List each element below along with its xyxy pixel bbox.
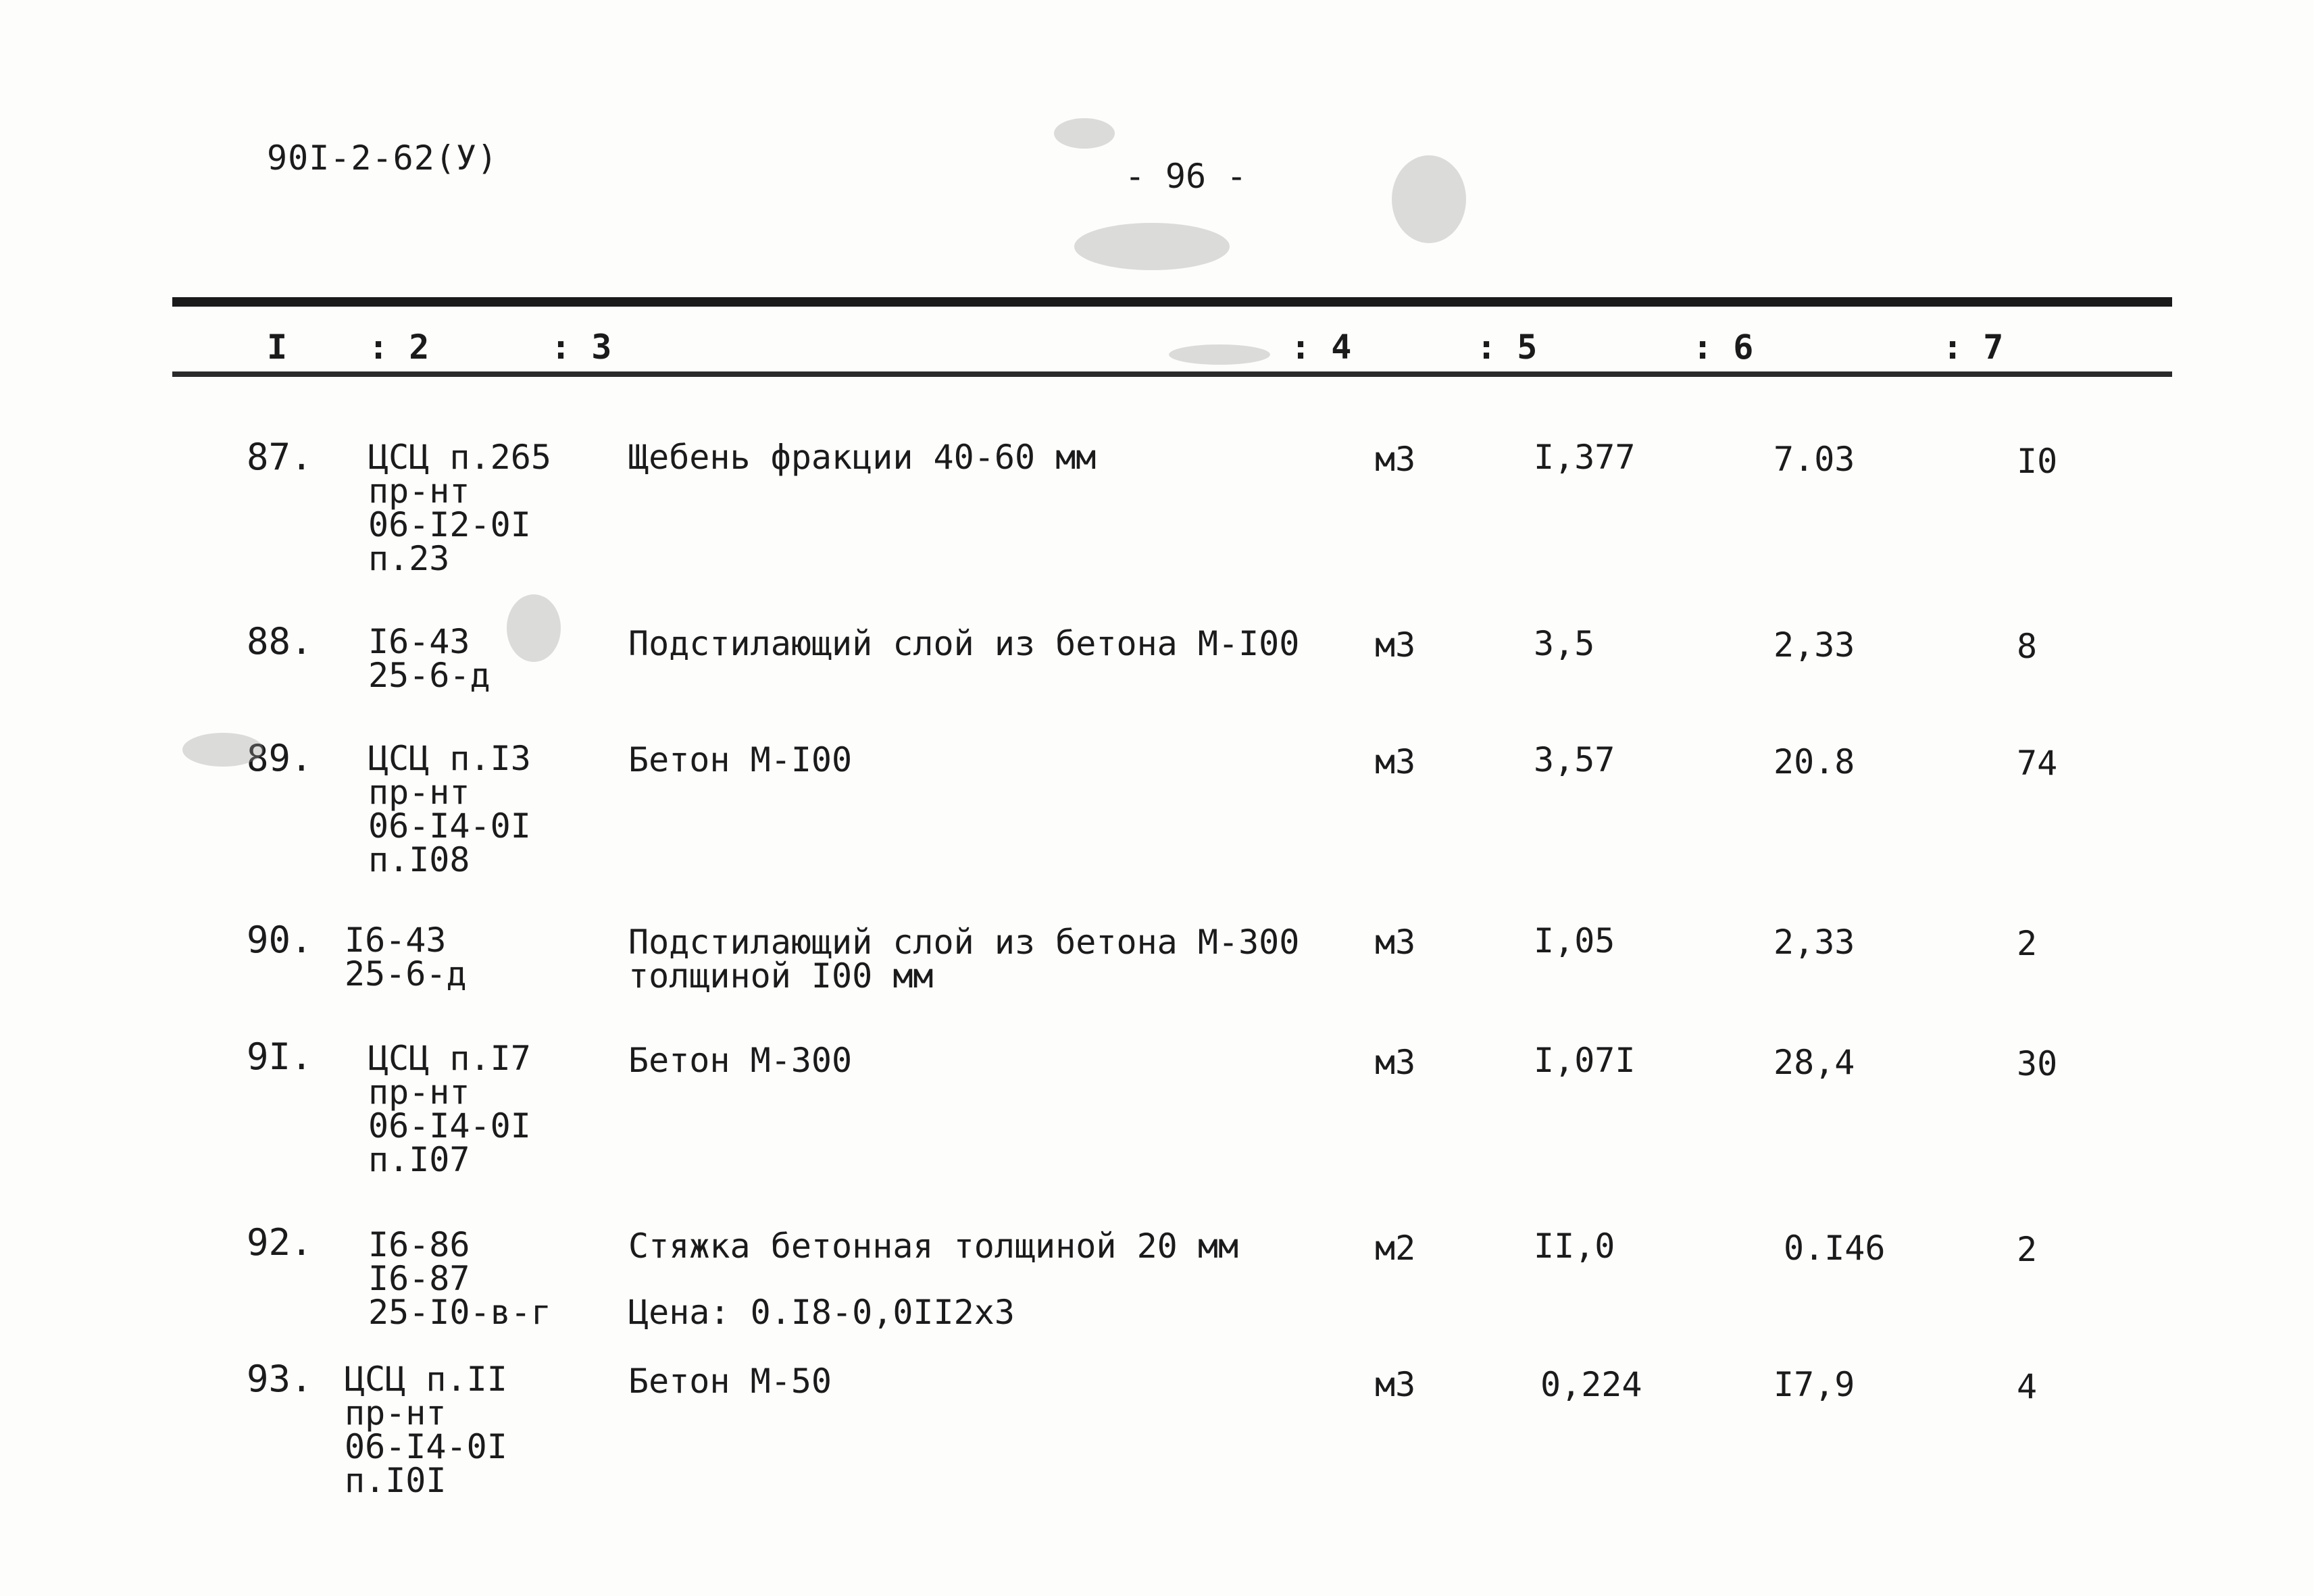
row-price: 7.03 — [1774, 440, 1855, 479]
row-total: I0 — [2017, 442, 2058, 481]
column-header-1: I — [267, 328, 288, 367]
row-code: ЦСЦ п.265 пр-нт 06-I2-0I п.23 — [368, 438, 551, 578]
column-header-4: : 4 — [1290, 328, 1352, 367]
row-quantity: 0,224 — [1540, 1365, 1642, 1404]
column-header-6: : 6 — [1692, 328, 1754, 367]
document-code: 90I-2-62(У) — [267, 138, 499, 178]
row-description: Бетон М-50 — [628, 1362, 832, 1401]
row-number: 9I. — [247, 1035, 313, 1078]
row-code: I6-43 25-6-д — [345, 921, 467, 994]
row-unit: м3 — [1375, 1043, 1416, 1082]
row-number: 87. — [247, 436, 313, 478]
row-price-note: Цена: 0.I8-0,0II2х3 — [628, 1293, 1015, 1332]
row-unit: м3 — [1375, 742, 1416, 781]
row-code: ЦСЦ п.II пр-нт 06-I4-0I п.I0I — [345, 1360, 507, 1500]
row-code: I6-86 I6-87 25-I0-в-г — [368, 1225, 551, 1332]
row-code: ЦСЦ п.I3 пр-нт 06-I4-0I п.I08 — [368, 739, 531, 879]
row-unit: м3 — [1375, 1365, 1416, 1404]
scan-speck — [1169, 344, 1270, 365]
row-unit: м3 — [1375, 440, 1416, 479]
row-price: 28,4 — [1774, 1043, 1855, 1082]
row-description: Стяжка бетонная толщиной 20 мм — [628, 1227, 1239, 1266]
row-total: 30 — [2017, 1044, 2058, 1083]
scan-speck — [182, 733, 263, 767]
row-price: 0.I46 — [1784, 1229, 1886, 1268]
row-code: I6-43 25-6-д — [368, 622, 491, 695]
row-quantity: 3,57 — [1534, 740, 1615, 779]
scan-speck — [507, 594, 561, 662]
row-quantity: 3,5 — [1534, 624, 1595, 663]
row-description: Подстилающий слой из бетона М-300 толщиной I00 мм — [628, 923, 1300, 996]
row-total: 4 — [2017, 1367, 2038, 1406]
row-total: 2 — [2017, 1230, 2038, 1269]
row-quantity: I,07I — [1534, 1041, 1636, 1080]
row-quantity: I,05 — [1534, 921, 1615, 960]
row-total: 8 — [2017, 627, 2038, 666]
column-header-2: : 2 — [368, 328, 430, 367]
scan-speck — [1074, 223, 1230, 270]
scan-speck — [1392, 155, 1466, 243]
header-rule-bottom — [172, 371, 2172, 377]
row-total: 2 — [2017, 924, 2038, 963]
page-number: - 96 - — [1124, 157, 1247, 196]
row-quantity: II,0 — [1534, 1227, 1615, 1266]
row-total: 74 — [2017, 744, 2058, 783]
row-description: Бетон М-I00 — [628, 740, 853, 779]
row-price: I7,9 — [1774, 1365, 1855, 1404]
row-number: 92. — [247, 1221, 313, 1264]
column-header-5: : 5 — [1476, 328, 1538, 367]
row-description: Щебень фракции 40-60 мм — [628, 438, 1097, 477]
scan-speck — [1054, 118, 1115, 149]
row-price: 2,33 — [1774, 625, 1855, 665]
row-quantity: I,377 — [1534, 438, 1636, 477]
row-price: 2,33 — [1774, 923, 1855, 962]
row-unit: м3 — [1375, 625, 1416, 665]
row-unit: м2 — [1375, 1229, 1416, 1268]
row-number: 90. — [247, 919, 313, 961]
row-description: Бетон М-300 — [628, 1041, 853, 1080]
column-header-7: : 7 — [1942, 328, 2004, 367]
column-header-3: : 3 — [551, 328, 612, 367]
row-description: Подстилающий слой из бетона М-I00 — [628, 624, 1300, 663]
row-number: 89. — [247, 737, 313, 779]
header-rule-top — [172, 297, 2172, 307]
row-code: ЦСЦ п.I7 пр-нт 06-I4-0I п.I07 — [368, 1039, 531, 1179]
row-number: 88. — [247, 620, 313, 663]
row-price: 20.8 — [1774, 742, 1855, 781]
row-unit: м3 — [1375, 923, 1416, 962]
row-number: 93. — [247, 1358, 313, 1400]
